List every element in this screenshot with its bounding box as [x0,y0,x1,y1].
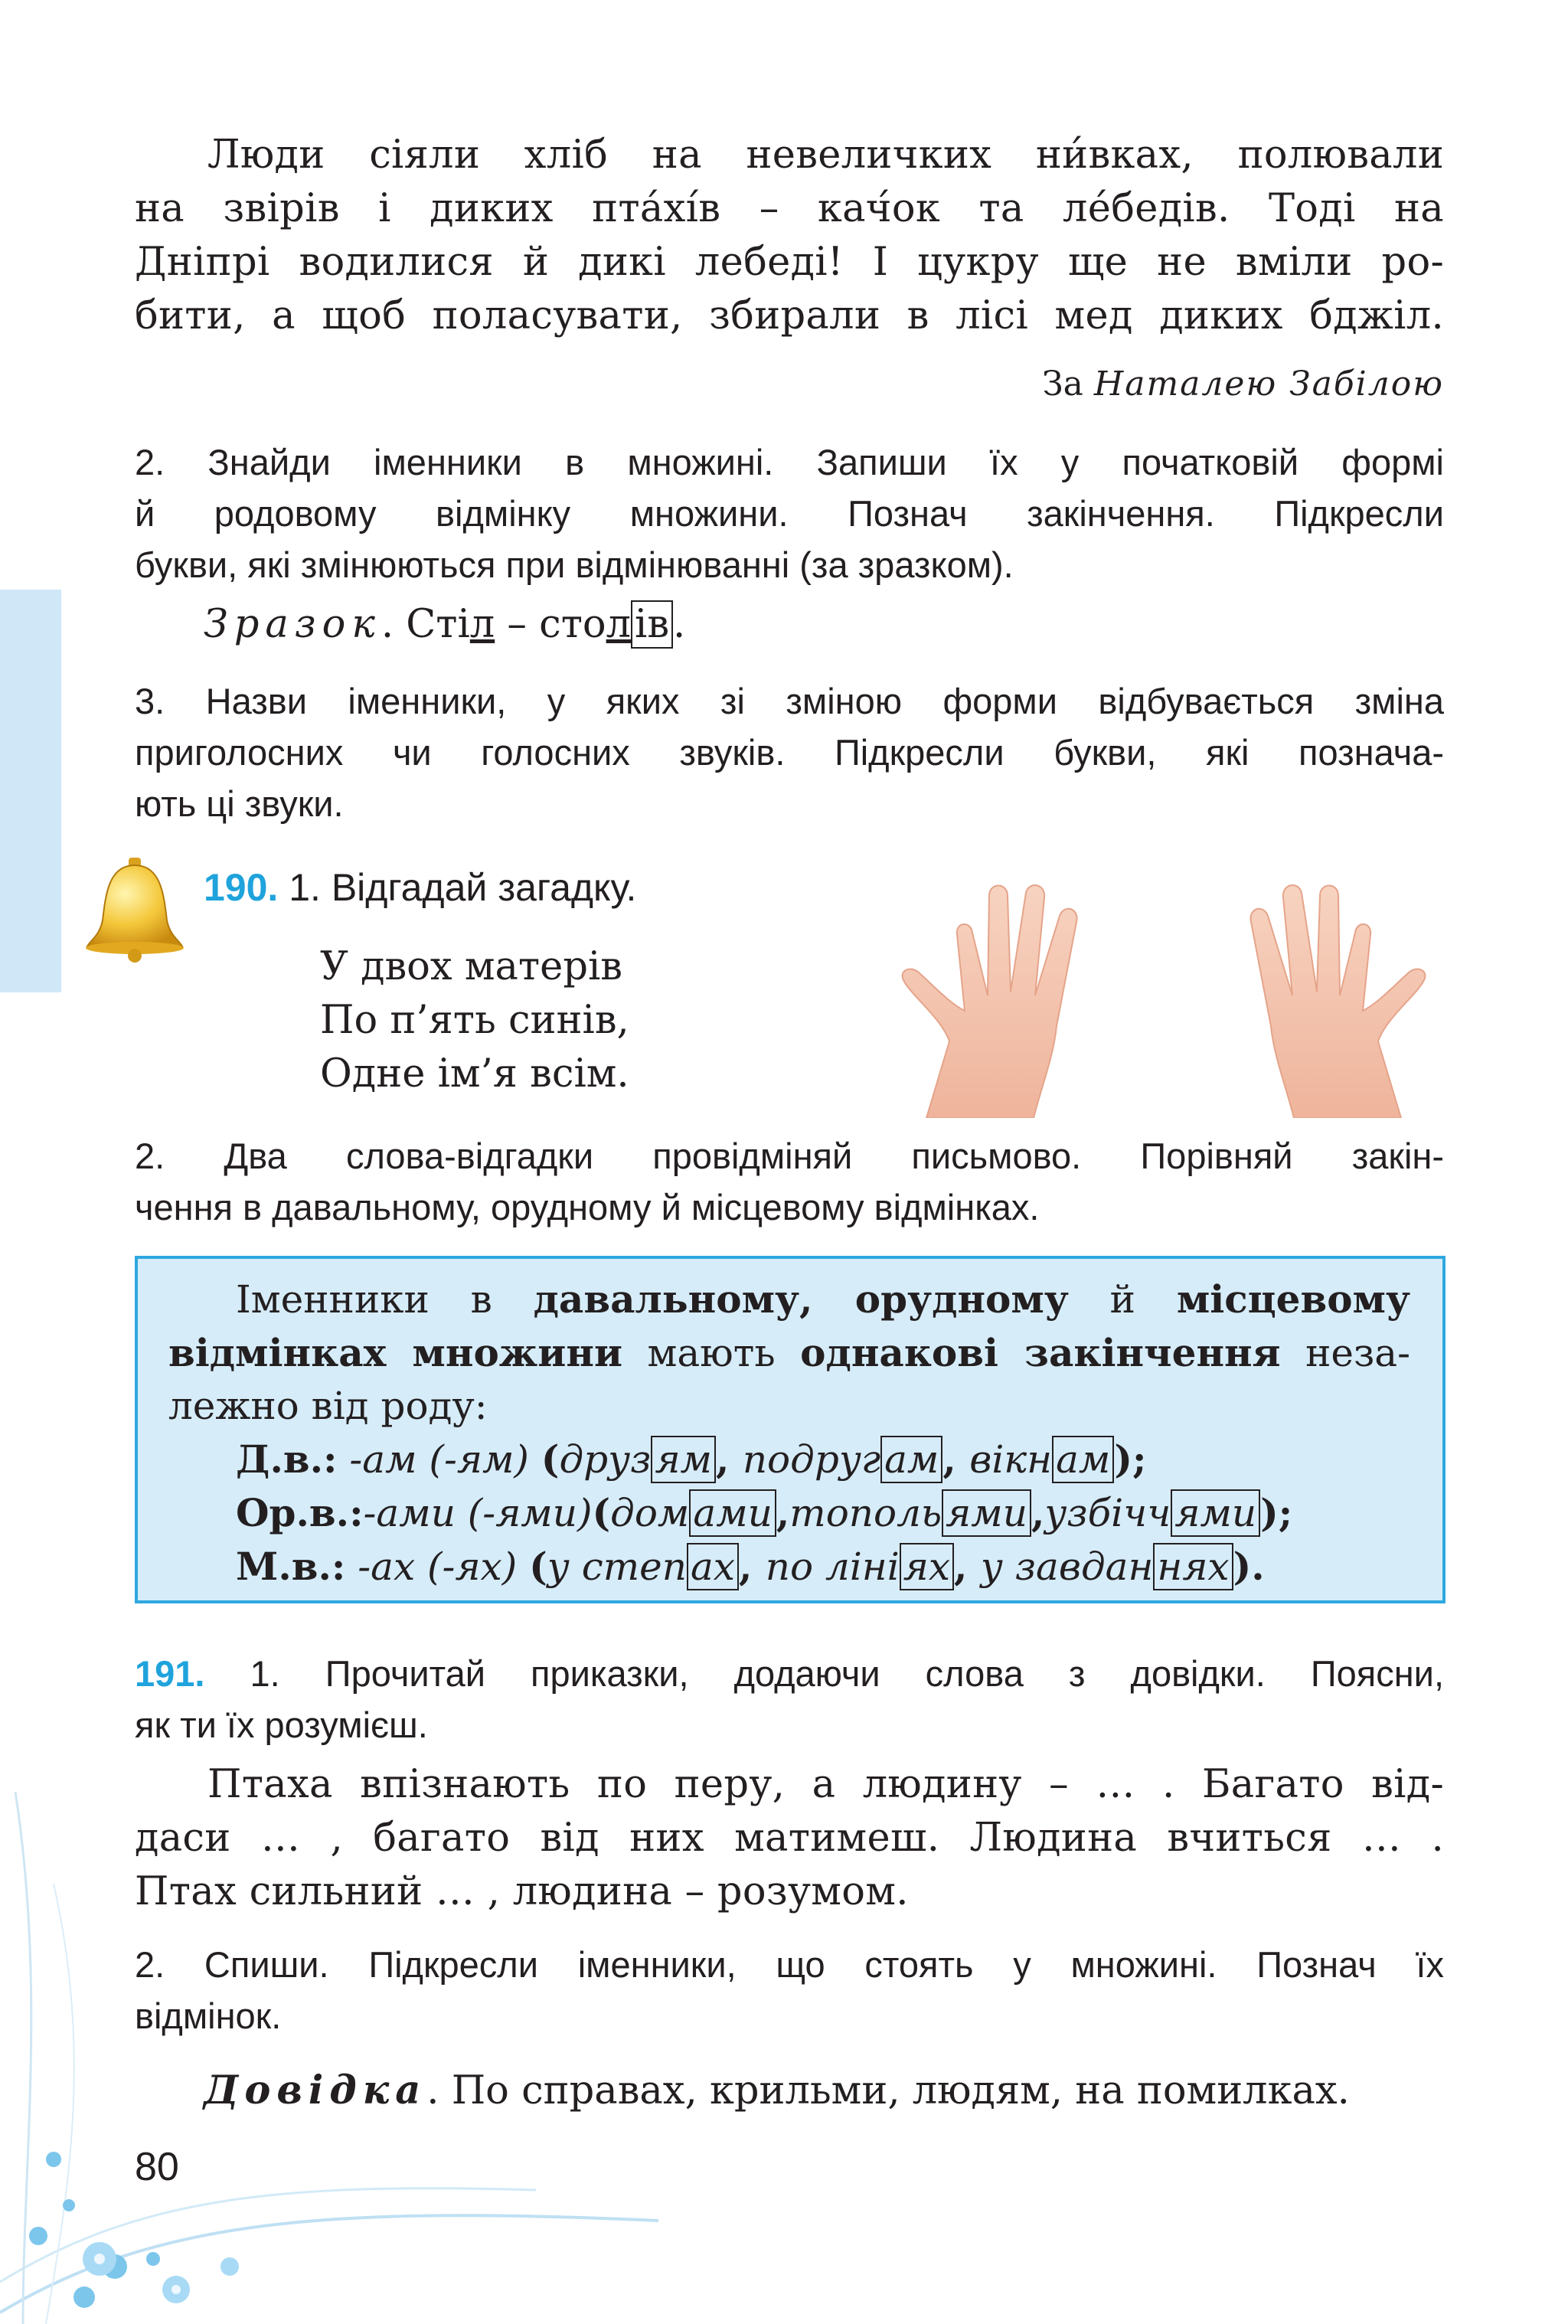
task-line: 2. Спиши. Підкресли іменники, що стоять у множині. Познач їх [135,1944,1444,1985]
sample [204,602,685,647]
sample-text: . Сті [381,602,470,647]
example-ending: ам [1052,1436,1114,1483]
task-line [135,1648,1444,1699]
task-line: як ти їх розумієш. [135,1705,428,1745]
task-line: приголосних чи голосних звуків. Підкресли букви, які познача- [135,732,1444,773]
reading-passage [135,129,1444,343]
task-line: букви, які змінюються при відмінюванні (за зразком). [135,544,1014,585]
example-stem: подруг [742,1437,881,1482]
rule-bold: однакові закінчення [800,1330,1281,1375]
riddle [320,940,629,1101]
rule-text: неза- [1280,1331,1410,1375]
exercise-190-task2 [135,1130,1444,1233]
case-ending: -ах (-ях) [345,1544,530,1589]
side-tab [0,590,61,992]
example-stem: у завдан [980,1544,1154,1589]
case-label: Д.в.: [236,1437,338,1482]
task-line: 2. Знайди іменники в множині. Запиши їх у початковій формі [135,442,1444,482]
example-ending: ам [880,1436,942,1483]
example-stem: тополь [789,1491,942,1535]
riddle-line: У двох матерів [320,944,623,989]
attribution-author: Наталею Забілою [1093,364,1444,404]
case-ending: -ами (-ями) [363,1491,593,1535]
bell-icon [83,856,187,963]
task-line: відмінок. [135,1996,282,2036]
example-ending: ями [1171,1489,1260,1537]
passage-line: Люди сіяли хліб на невеличких ни́вках, полювали [207,132,1444,178]
rule-locative: М.в.: -ах (-ях) (у степ ах , по ліні ях , у завдан нях ). [236,1544,1265,1589]
example-stem: узбічч [1044,1491,1171,1535]
rule-dative: Д.в.: -ам (-ям) (друз ям , подруг ам , вікн ам ); [236,1437,1147,1482]
example-stem: по ліні [765,1544,900,1589]
passage-line: на звірів і диких пта́хі́в – кач́ок та ле́бедів. Тоді на [135,186,1444,231]
case-label: М.в.: [236,1544,346,1589]
riddle-line: Одне ім’я всім. [320,1051,629,1097]
rule-line: лежно від роду: [168,1384,488,1428]
rule-box [135,1256,1446,1603]
exercise-number: 191. [135,1653,205,1694]
task-2 [135,436,1444,590]
floral-decoration [0,1731,658,2324]
exercise-instruction: 1. Прочитай приказки, додаючи слова з довідки. Поясни, [250,1653,1444,1694]
task-line: й родовому відмінку множини. Познач закінчення. Підкресли [135,493,1444,534]
rule-bold: давальному, орудному [533,1276,1069,1322]
riddle-line: По п’ять синів, [320,998,629,1043]
example-ending: ями [942,1489,1031,1537]
rule-instrumental: Ор.в.:-ами (-ями)(дом ами ,тополь ями ,узбічч ями ); [236,1490,1293,1535]
example-stem: друз [559,1437,652,1482]
example-ending: нях [1153,1543,1233,1590]
proverb-line: даси … , багато від них матимеш. Людина вчиться … . [135,1816,1444,1861]
attribution-prefix: За [1042,364,1083,404]
rule-text: Іменники в [236,1277,534,1322]
sample-underline: л [469,602,495,647]
sample-text: . [673,602,686,647]
task-line: 3. Назви іменники, у яких зі зміною форми відбувається зміна [135,681,1444,721]
passage-line: бити, а щоб поласувати, збирали в лісі мед диких бджіл. [135,293,1444,338]
sample-underline: л [606,602,632,647]
hint-text: . По справах, крильми, людям, на помилках. [426,2068,1350,2113]
proverb-line: Птах сильний … , людина – розумом. [135,1869,909,1914]
exercise-190-header [204,865,636,910]
case-label: Ор.в.: [236,1490,364,1535]
sample-label: Зразок [204,602,381,647]
rule-line [168,1326,1410,1380]
example-ending: ах [687,1543,739,1590]
task-line: чення в давальному, орудному й місцевому відмінках. [135,1187,1040,1227]
example-stem: у степ [547,1544,687,1589]
rule-bold: місцевому [1176,1276,1410,1322]
example-stem: вікн [969,1437,1053,1482]
task-3 [135,675,1444,829]
proverb-line: Птаха впізнають по перу, а людину – … . Багато від- [207,1762,1444,1807]
sample-ending: ів [631,600,673,649]
hands-illustration [896,865,1432,1118]
example-stem: дом [610,1491,690,1535]
attribution [1042,364,1444,404]
exercise-number: 190. [204,866,279,909]
rule-text: мають [622,1331,801,1375]
exercise-instruction: 1. Відгадай загадку. [289,866,637,909]
sample-text: – сто [495,602,606,647]
case-ending: -ам (-ям) [337,1437,541,1482]
rule-line [168,1273,1410,1326]
task-line: 2. Два слова-відгадки провідміняй письмово. Порівняй закін- [135,1136,1444,1176]
task-line: ють ці звуки. [135,783,344,824]
hint-label: Довідка [204,2067,427,2113]
passage-line: Дніпрі водилися й дикі лебеді! І цукру ще не вміли ро- [135,240,1444,285]
example-ending: ям [651,1436,716,1483]
rule-bold: відмінках множини [168,1330,623,1375]
page-number: 80 [135,2145,179,2189]
rule-text: й [1068,1277,1177,1322]
example-ending: ях [900,1543,954,1590]
example-ending: ами [689,1489,776,1537]
